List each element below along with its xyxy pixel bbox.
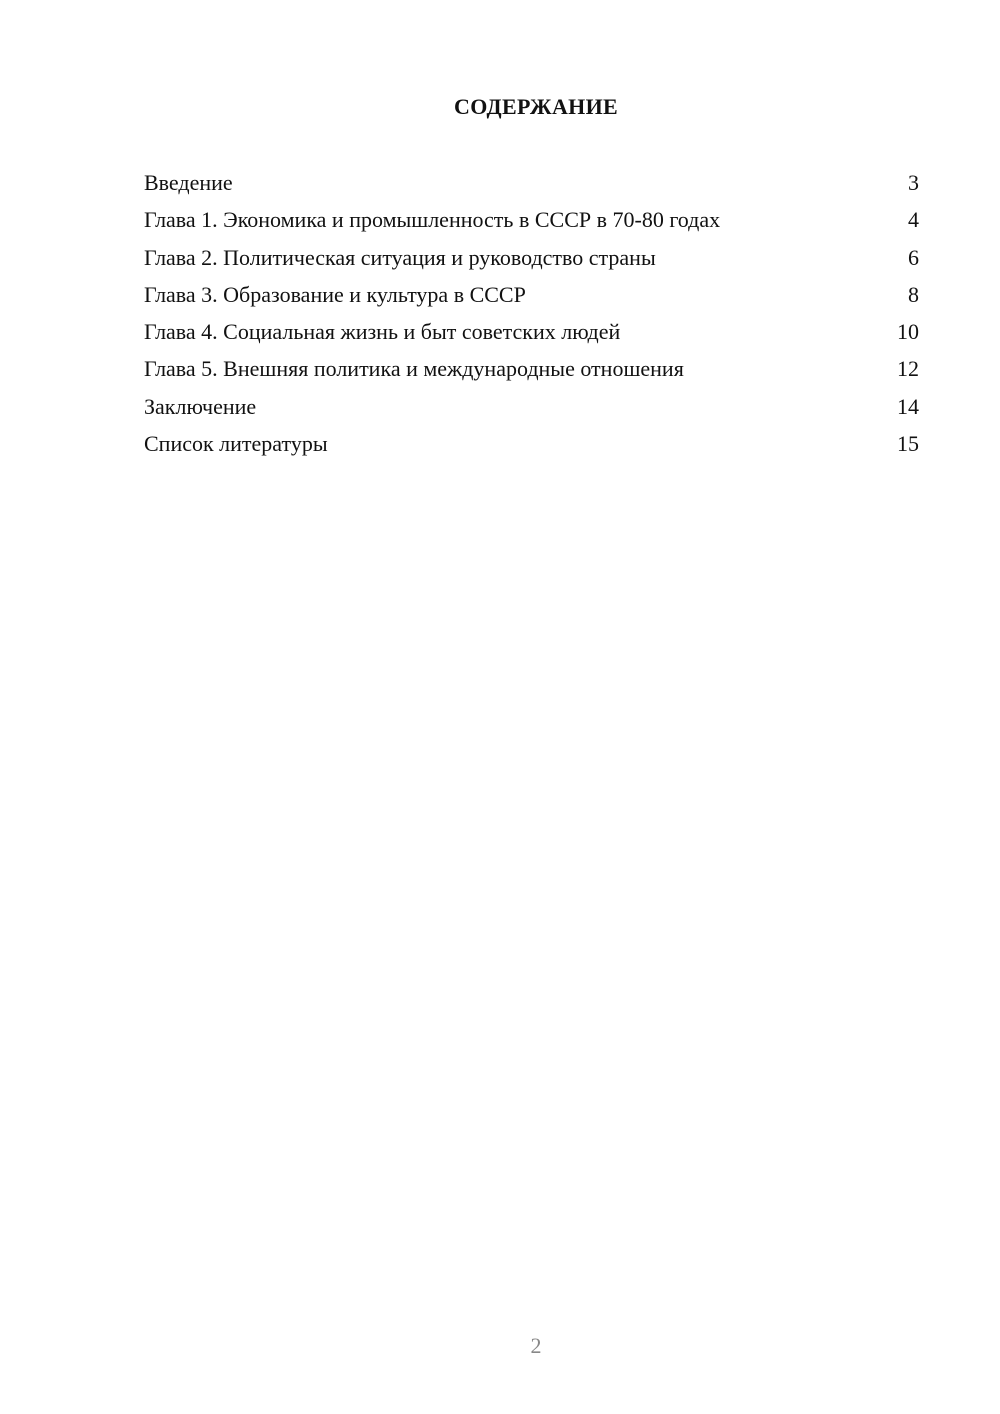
- toc-entry: [144, 243, 919, 280]
- toc-entry-label: Глава 2. Политическая ситуация и руководство страны: [144, 244, 656, 270]
- toc-entry: [144, 317, 919, 354]
- toc-entry: [144, 392, 919, 429]
- toc-entry-label: Глава 1. Экономика и промышленность в СССР в 70-80 годах: [144, 207, 721, 233]
- page-number: 2: [530, 1333, 542, 1358]
- toc-entry-label: Глава 4. Социальная жизнь и быт советских людей: [144, 319, 621, 345]
- toc-entry: [144, 205, 919, 242]
- toc-entry: [144, 168, 919, 205]
- page-title: СОДЕРЖАНИЕ: [454, 94, 618, 119]
- toc-entry-page: 8: [908, 281, 919, 307]
- toc-entry: [144, 280, 919, 317]
- toc-entry: [144, 354, 919, 391]
- toc-entry-page: 15: [897, 431, 919, 457]
- toc-entry-page: 4: [908, 207, 919, 233]
- toc-entry-label: Глава 5. Внешняя политика и международные отношения: [144, 356, 684, 382]
- toc-entry-page: 10: [897, 319, 919, 345]
- toc-entry-label: Список литературы: [144, 431, 328, 457]
- toc-entry-page: 12: [897, 356, 919, 382]
- toc-entry-label: Введение: [144, 170, 233, 195]
- toc-entry-label: Заключение: [144, 393, 257, 419]
- toc-entry-label: Глава 3. Образование и культура в СССР: [144, 281, 526, 307]
- toc-entry-page: 14: [897, 393, 919, 419]
- toc-entry: [144, 429, 919, 466]
- table-of-contents: [144, 168, 919, 466]
- toc-entry-page: 3: [908, 170, 919, 195]
- toc-entry-page: 6: [908, 244, 919, 270]
